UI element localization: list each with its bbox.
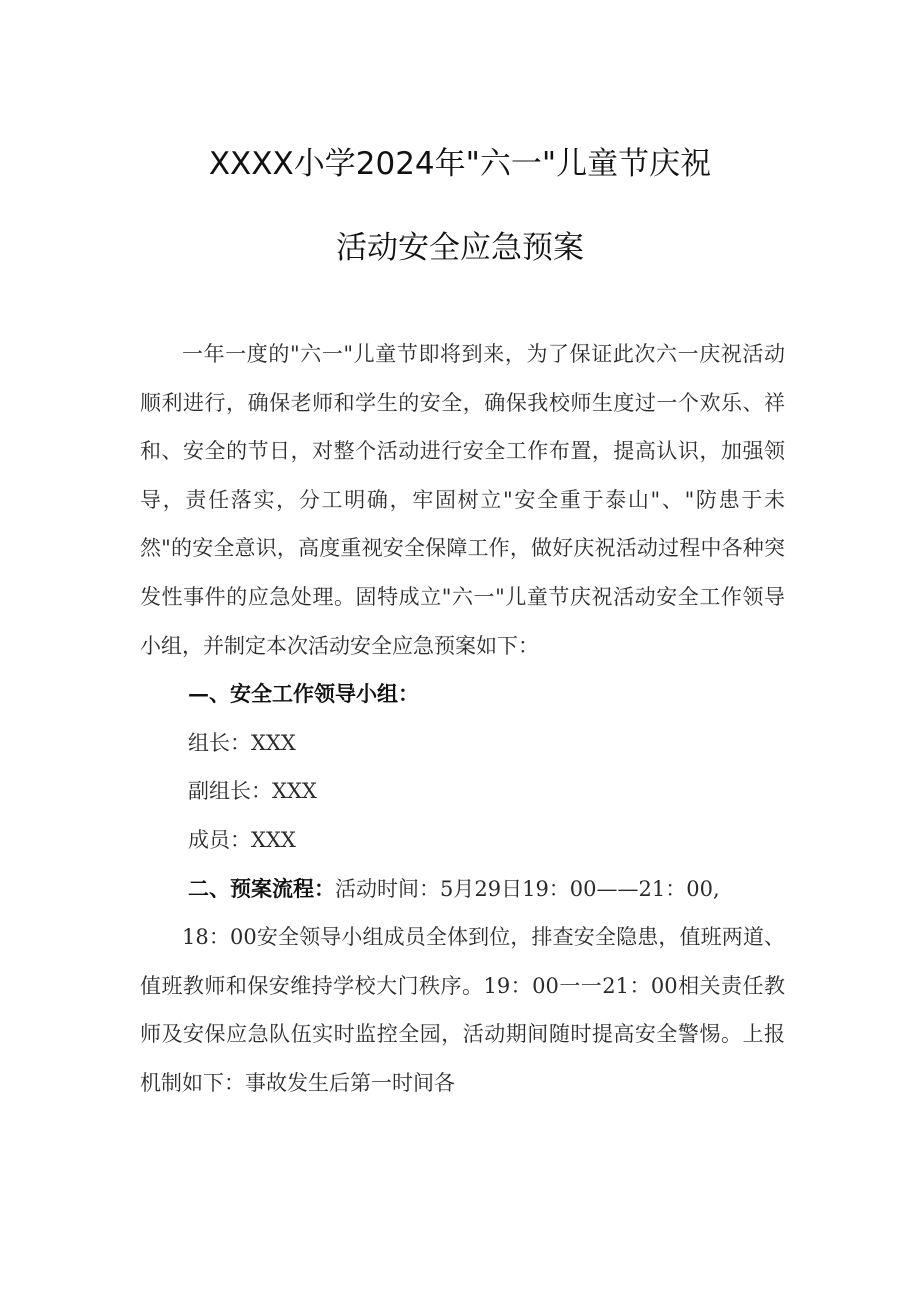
- members-line: 成员：XXX: [188, 827, 296, 852]
- section-2-body: 18：00安全领导小组成员全体到位，排查安全隐患，值班两道、值班教师和保安维持学校大门秩序。19：00一一21：00相关责任教师及安保应急队伍实时监控全园，活动期间随时提高安全警惕。上报机制如下：事故发生后第一时间各: [140, 925, 785, 1095]
- section-2-time: 活动时间：5月29日19：00——21：00,: [335, 876, 720, 901]
- intro-paragraph: 一年一度的"六一"儿童节即将到来，为了保证此次六一庆祝活动顺利进行，确保老师和学生的安全，确保我校师生度过一个欢乐、祥和、安全的节日，对整个活动进行安全工作布置，提高认识，加强领导，责任落实，分工明确，牢固树立"安全重于泰山"、"防患于未然"的安全意识，高度重视安全保障工作，做好庆祝活动过程中各种突发性事件的应急处理。固特成立"六一"儿童节庆祝活动安全工作领导小组，并制定本次活动安全应急预案如下：: [140, 342, 785, 658]
- document-title-line-1: XXXX小学2024年"六一"儿童节庆祝: [208, 146, 712, 182]
- section-2-heading: 二、预案流程：: [188, 875, 335, 901]
- section-1-heading: —、安全工作领导小组：: [188, 681, 419, 707]
- leader-line: 组长：XXX: [188, 730, 296, 755]
- document-title-line-2: 活动安全应急预案: [336, 230, 584, 266]
- deputy-leader-line: 副组长：XXX: [188, 779, 317, 804]
- section-2-intro: [140, 865, 785, 914]
- document-body: [140, 330, 785, 1108]
